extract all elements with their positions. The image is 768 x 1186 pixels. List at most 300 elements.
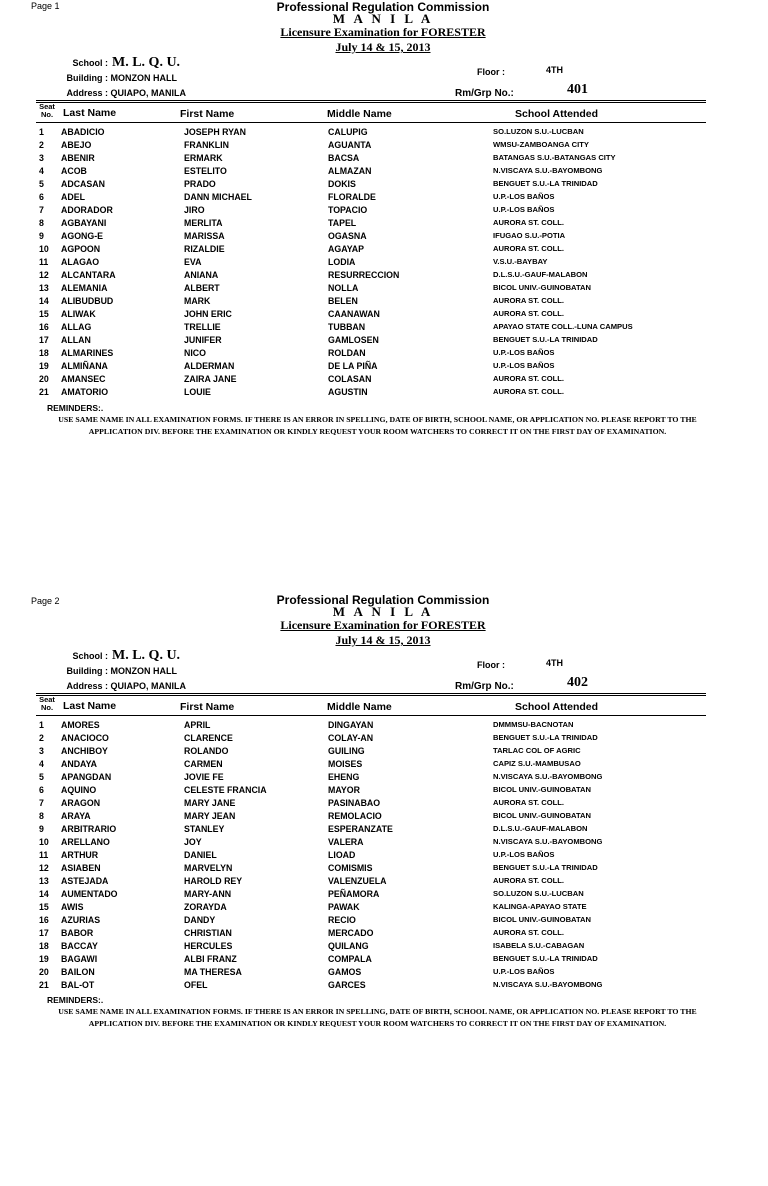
last-name: ADORADOR — [61, 205, 113, 215]
col-seat: Seat No. — [39, 102, 55, 119]
last-name: ASTEJADA — [61, 876, 109, 886]
address-label: Address : — [66, 681, 108, 691]
seat-number: 17 — [39, 335, 49, 345]
school-attended: BENGUET S.U.-LA TRINIDAD — [493, 335, 598, 344]
school-attended: D.L.S.U.-GAUF-MALABON — [493, 270, 588, 279]
last-name: ALMARINES — [61, 348, 114, 358]
floor-label: Floor : — [477, 660, 505, 670]
table-row — [0, 967, 768, 980]
first-name: ALBERT — [184, 283, 220, 293]
middle-name: DINGAYAN — [328, 720, 374, 730]
seat-number: 17 — [39, 928, 49, 938]
middle-name: BELEN — [328, 296, 358, 306]
table-row — [0, 785, 768, 798]
school-attended: U.P.-LOS BAÑOS — [493, 361, 555, 370]
first-name: HERCULES — [184, 941, 233, 951]
school-attended: AURORA ST. COLL. — [493, 798, 565, 807]
first-name: DANDY — [184, 915, 216, 925]
seat-number: 11 — [39, 850, 49, 860]
first-name: MA THERESA — [184, 967, 242, 977]
seat-number: 11 — [39, 257, 49, 267]
table-row — [0, 374, 768, 387]
table-row — [0, 335, 768, 348]
school-line — [36, 648, 180, 664]
city-title: M A N I L A — [332, 11, 434, 26]
first-name: DANIEL — [184, 850, 217, 860]
first-name: CARMEN — [184, 759, 223, 769]
last-name: ANACIOCO — [61, 733, 109, 743]
first-name: LOUIE — [184, 387, 211, 397]
school-attended: TARLAC COL OF AGRIC — [493, 746, 581, 755]
first-name: ALBI FRANZ — [184, 954, 237, 964]
school-attended: AURORA ST. COLL. — [493, 296, 565, 305]
school-attended: BENGUET S.U.-LA TRINIDAD — [493, 733, 598, 742]
table-row — [0, 309, 768, 322]
middle-name: PASINABAO — [328, 798, 381, 808]
table-row — [0, 876, 768, 889]
first-name: MARY JEAN — [184, 811, 236, 821]
table-row — [0, 166, 768, 179]
last-name: ALIBUDBUD — [61, 296, 114, 306]
last-name: ARBITRARIO — [61, 824, 117, 834]
page-number: Page 2 — [31, 596, 60, 606]
building-label: Building : — [66, 73, 108, 83]
middle-name: GAMOS — [328, 967, 362, 977]
first-name: MARY JANE — [184, 798, 236, 808]
last-name: ABENIR — [61, 153, 95, 163]
col-seat: Seat No. — [39, 695, 55, 712]
table-row — [0, 980, 768, 993]
seat-number: 3 — [39, 153, 44, 163]
school-attended: AURORA ST. COLL. — [493, 309, 565, 318]
commission-title: Professional Regulation Commission — [276, 593, 490, 607]
middle-name: MOISES — [328, 759, 363, 769]
last-name: BAGAWI — [61, 954, 98, 964]
seat-number: 1 — [39, 127, 44, 137]
first-name: JUNIFER — [184, 335, 222, 345]
school-attended: U.P.-LOS BAÑOS — [493, 205, 555, 214]
reminder-note — [40, 1006, 715, 1030]
middle-name: GARCES — [328, 980, 366, 990]
school-value: M. L. Q. U. — [112, 648, 181, 663]
table-row — [0, 218, 768, 231]
last-name: BACCAY — [61, 941, 98, 951]
school-attended: IFUGAO S.U.-POTIA — [493, 231, 566, 240]
table-row — [0, 863, 768, 876]
middle-name: MERCADO — [328, 928, 374, 938]
seat-number: 18 — [39, 348, 49, 358]
first-name: ZAIRA JANE — [184, 374, 237, 384]
school-attended: U.P.-LOS BAÑOS — [493, 850, 555, 859]
last-name: ADCASAN — [61, 179, 105, 189]
middle-name: RESURRECCION — [328, 270, 400, 280]
middle-name: AGUSTIN — [328, 387, 368, 397]
city-title: M A N I L A — [332, 604, 434, 619]
building-value: MONZON HALL — [110, 666, 178, 676]
table-row — [0, 296, 768, 309]
seat-number: 13 — [39, 283, 49, 293]
first-name: APRIL — [184, 720, 211, 730]
header-rule-top-2 — [36, 695, 706, 696]
first-name: STANLEY — [184, 824, 225, 834]
seat-number: 4 — [39, 759, 44, 769]
header-rule-top-2 — [36, 102, 706, 103]
last-name: AMATORIO — [61, 387, 109, 397]
first-name: OFEL — [184, 980, 208, 990]
last-name: ALCANTARA — [61, 270, 116, 280]
last-name: ASIABEN — [61, 863, 101, 873]
seat-number: 16 — [39, 322, 49, 332]
middle-name: DE LA PIÑA — [328, 361, 378, 371]
seat-number: 9 — [39, 231, 44, 241]
school-attended: BICOL UNIV.-GUINOBATAN — [493, 811, 592, 820]
middle-name: ESPERANZATE — [328, 824, 393, 834]
middle-name: TOPACIO — [328, 205, 368, 215]
last-name: ALLAN — [61, 335, 91, 345]
school-attended: ISABELA S.U.-CABAGAN — [493, 941, 585, 950]
first-name: ZORAYDA — [184, 902, 227, 912]
middle-name: FLORALDE — [328, 192, 376, 202]
table-row — [0, 322, 768, 335]
table-row — [0, 798, 768, 811]
school-attended: V.S.U.-BAYBAY — [493, 257, 548, 266]
middle-name: ROLDAN — [328, 348, 366, 358]
seat-number: 18 — [39, 941, 49, 951]
address-value: QUIAPO, MANILA — [110, 681, 187, 691]
header-rule-top — [36, 693, 706, 694]
room-label: Rm/Grp No.: — [455, 88, 514, 99]
last-name: ALAGAO — [61, 257, 100, 267]
school-attended: N.VISCAYA S.U.-BAYOMBONG — [493, 980, 603, 989]
seat-number: 7 — [39, 205, 44, 215]
school-attended: BICOL UNIV.-GUINOBATAN — [493, 915, 592, 924]
seat-number: 6 — [39, 192, 44, 202]
first-name: ERMARK — [184, 153, 223, 163]
floor-label: Floor : — [477, 67, 505, 77]
middle-name: MAYOR — [328, 785, 360, 795]
last-name: ABEJO — [61, 140, 92, 150]
school-attended: SO.LUZON S.U.-LUCBAN — [493, 889, 584, 898]
table-row — [0, 811, 768, 824]
table-row — [0, 915, 768, 928]
school-attended: U.P.-LOS BAÑOS — [493, 192, 555, 201]
last-name: APANGDAN — [61, 772, 112, 782]
floor-value: 4TH — [546, 658, 564, 668]
table-row — [0, 850, 768, 863]
first-name: ESTELITO — [184, 166, 227, 176]
middle-name: LIOAD — [328, 850, 356, 860]
middle-name: LODIA — [328, 257, 356, 267]
room-label: Rm/Grp No.: — [455, 681, 514, 692]
seat-number: 1 — [39, 720, 44, 730]
commission-title: Professional Regulation Commission — [276, 0, 490, 14]
room-value: 401 — [567, 82, 588, 97]
reminder-line-1: USE SAME NAME IN ALL EXAMINATION FORMS. IF THERE IS AN ERROR IN SPELLING, DATE OF BIRTH, SCHOOL NAME, OR APPLICATION NO. PLEASE REPORT TO THE — [58, 1007, 697, 1016]
table-row — [0, 941, 768, 954]
col-last-name: Last Name — [63, 107, 117, 119]
first-name: HAROLD REY — [184, 876, 243, 886]
last-name: ANCHIBOY — [61, 746, 108, 756]
last-name: ACOB — [61, 166, 87, 176]
school-attended: AURORA ST. COLL. — [493, 374, 565, 383]
table-row — [0, 140, 768, 153]
table-row — [0, 746, 768, 759]
last-name: AUMENTADO — [61, 889, 118, 899]
seat-number: 19 — [39, 954, 49, 964]
first-name: ROLANDO — [184, 746, 229, 756]
seat-number: 5 — [39, 772, 44, 782]
first-name: PRADO — [184, 179, 216, 189]
table-row — [0, 387, 768, 400]
seat-number: 21 — [39, 980, 49, 990]
table-row — [0, 127, 768, 140]
first-name: MARY-ANN — [184, 889, 232, 899]
school-attended: BATANGAS S.U.-BATANGAS CITY — [493, 153, 616, 162]
table-row — [0, 283, 768, 296]
middle-name: CAANAWAN — [328, 309, 380, 319]
seat-number: 12 — [39, 270, 49, 280]
middle-name: TAPEL — [328, 218, 357, 228]
first-name: JOVIE FE — [184, 772, 224, 782]
table-row — [0, 257, 768, 270]
middle-name: COLAY-AN — [328, 733, 374, 743]
seat-number: 7 — [39, 798, 44, 808]
school-attended: APAYAO STATE COLL.-LUNA CAMPUS — [493, 322, 633, 331]
school-attended: N.VISCAYA S.U.-BAYOMBONG — [493, 837, 603, 846]
col-first-name: First Name — [180, 701, 235, 713]
seat-number: 10 — [39, 244, 49, 254]
table-row — [0, 231, 768, 244]
school-attended: WMSU-ZAMBOANGA CITY — [493, 140, 589, 149]
last-name: ABADICIO — [61, 127, 105, 137]
reminders-label: REMINDERS:. — [47, 995, 104, 1005]
address-line — [36, 681, 186, 691]
col-last-name: Last Name — [63, 700, 117, 712]
last-name: AQUINO — [61, 785, 97, 795]
reminder-line-1: USE SAME NAME IN ALL EXAMINATION FORMS. IF THERE IS AN ERROR IN SPELLING, DATE OF BIRTH, SCHOOL NAME, OR APPLICATION NO. PLEASE REPORT TO THE — [58, 415, 697, 424]
reminders-label: REMINDERS:. — [47, 403, 104, 413]
building-line — [36, 73, 177, 83]
last-name: AMANSEC — [61, 374, 106, 384]
first-name: TRELLIE — [184, 322, 221, 332]
first-name: ANIANA — [184, 270, 219, 280]
middle-name: VALERA — [328, 837, 364, 847]
school-attended: BENGUET S.U.-LA TRINIDAD — [493, 863, 598, 872]
room-value: 402 — [567, 675, 588, 690]
table-row — [0, 348, 768, 361]
middle-name: PEÑAMORA — [328, 889, 380, 899]
last-name: BABOR — [61, 928, 94, 938]
last-name: ARTHUR — [61, 850, 99, 860]
last-name: ALMIÑANA — [61, 361, 108, 371]
first-name: RIZALDIE — [184, 244, 225, 254]
first-name: MARK — [184, 296, 211, 306]
seat-number: 6 — [39, 785, 44, 795]
seat-number: 9 — [39, 824, 44, 834]
school-attended: N.VISCAYA S.U.-BAYOMBONG — [493, 772, 603, 781]
seat-number: 8 — [39, 218, 44, 228]
exam-title: Licensure Examination for FORESTER — [280, 618, 486, 632]
first-name: JOY — [184, 837, 202, 847]
middle-name: COLASAN — [328, 374, 372, 384]
middle-name: AGUANTA — [328, 140, 372, 150]
middle-name: COMPALA — [328, 954, 372, 964]
table-row — [0, 954, 768, 967]
middle-name: AGAYAP — [328, 244, 365, 254]
first-name: NICO — [184, 348, 206, 358]
page-number: Page 1 — [31, 1, 60, 11]
middle-name: RECIO — [328, 915, 356, 925]
header-rule-bottom — [36, 715, 706, 716]
last-name: AWIS — [61, 902, 84, 912]
building-label: Building : — [66, 666, 108, 676]
school-line — [36, 55, 180, 71]
table-row — [0, 153, 768, 166]
exam-dates: July 14 & 15, 2013 — [335, 633, 431, 647]
table-row — [0, 244, 768, 257]
school-label: School : — [72, 58, 108, 68]
table-row — [0, 837, 768, 850]
table-row — [0, 733, 768, 746]
middle-name: EHENG — [328, 772, 360, 782]
table-row — [0, 205, 768, 218]
middle-name: VALENZUELA — [328, 876, 387, 886]
header-rule-top — [36, 100, 706, 101]
first-name: DANN MICHAEL — [184, 192, 252, 202]
last-name: ARAYA — [61, 811, 91, 821]
first-name: MERLITA — [184, 218, 223, 228]
first-name: JOHN ERIC — [184, 309, 232, 319]
school-attended: AURORA ST. COLL. — [493, 928, 565, 937]
header-rule-bottom — [36, 122, 706, 123]
first-name: ALDERMAN — [184, 361, 235, 371]
col-school-attended: School Attended — [515, 108, 599, 120]
middle-name: NOLLA — [328, 283, 359, 293]
seat-number: 4 — [39, 166, 44, 176]
first-name: CHRISTIAN — [184, 928, 232, 938]
school-attended: N.VISCAYA S.U.-BAYOMBONG — [493, 166, 603, 175]
table-row — [0, 772, 768, 785]
table-row — [0, 889, 768, 902]
last-name: ARELLANO — [61, 837, 110, 847]
first-name: JOSEPH RYAN — [184, 127, 246, 137]
middle-name: BACSA — [328, 153, 360, 163]
last-name: ALIWAK — [61, 309, 96, 319]
col-school-attended: School Attended — [515, 701, 599, 713]
building-line — [36, 666, 177, 676]
col-middle-name: Middle Name — [327, 108, 392, 120]
school-attended: SO.LUZON S.U.-LUCBAN — [493, 127, 584, 136]
last-name: AGONG-E — [61, 231, 104, 241]
seat-number: 15 — [39, 309, 49, 319]
seat-number: 3 — [39, 746, 44, 756]
school-attended: BENGUET S.U.-LA TRINIDAD — [493, 954, 598, 963]
first-name: CELESTE FRANCIA — [184, 785, 267, 795]
last-name: ALLAG — [61, 322, 92, 332]
table-row — [0, 759, 768, 772]
seat-number: 14 — [39, 296, 49, 306]
school-label: School : — [72, 651, 108, 661]
school-attended: AURORA ST. COLL. — [493, 387, 565, 396]
middle-name: ALMAZAN — [328, 166, 372, 176]
middle-name: DOKIS — [328, 179, 356, 189]
middle-name: GAMLOSEN — [328, 335, 379, 345]
school-attended: U.P.-LOS BAÑOS — [493, 348, 555, 357]
school-attended: BICOL UNIV.-GUINOBATAN — [493, 283, 592, 292]
reminder-line-2: APPLICATION DIV. BEFORE THE EXAMINATION OR KINDLY REQUEST YOUR ROOM WATCHERS TO CORRECT IT ON THE FIRST DAY OF EXAMINATION. — [88, 427, 667, 436]
middle-name: TUBBAN — [328, 322, 366, 332]
seat-number: 20 — [39, 967, 49, 977]
first-name: EVA — [184, 257, 202, 267]
table-row — [0, 179, 768, 192]
school-attended: D.L.S.U.-GAUF-MALABON — [493, 824, 588, 833]
middle-name: OGASNA — [328, 231, 367, 241]
address-value: QUIAPO, MANILA — [110, 88, 187, 98]
school-attended: U.P.-LOS BAÑOS — [493, 967, 555, 976]
building-value: MONZON HALL — [110, 73, 178, 83]
school-attended: BICOL UNIV.-GUINOBATAN — [493, 785, 592, 794]
school-attended: KALINGA-APAYAO STATE — [493, 902, 587, 911]
seat-number: 15 — [39, 902, 49, 912]
exam-dates: July 14 & 15, 2013 — [335, 40, 431, 54]
seat-number: 5 — [39, 179, 44, 189]
table-row — [0, 824, 768, 837]
school-attended: BENGUET S.U.-LA TRINIDAD — [493, 179, 598, 188]
seat-number: 10 — [39, 837, 49, 847]
first-name: JIRO — [184, 205, 205, 215]
col-middle-name: Middle Name — [327, 701, 392, 713]
seat-number: 2 — [39, 733, 44, 743]
seat-number: 16 — [39, 915, 49, 925]
middle-name: PAWAK — [328, 902, 360, 912]
floor-value: 4TH — [546, 65, 564, 75]
seat-number: 21 — [39, 387, 49, 397]
last-name: AGPOON — [61, 244, 101, 254]
school-attended: AURORA ST. COLL. — [493, 244, 565, 253]
reminder-line-2: APPLICATION DIV. BEFORE THE EXAMINATION OR KINDLY REQUEST YOUR ROOM WATCHERS TO CORRECT IT ON THE FIRST DAY OF EXAMINATION. — [88, 1019, 667, 1028]
table-row — [0, 361, 768, 374]
exam-title: Licensure Examination for FORESTER — [280, 25, 486, 39]
seat-number: 12 — [39, 863, 49, 873]
last-name: ANDAYA — [61, 759, 98, 769]
seat-number: 13 — [39, 876, 49, 886]
table-row — [0, 720, 768, 733]
middle-name: GUILING — [328, 746, 365, 756]
first-name: FRANKLIN — [184, 140, 229, 150]
last-name: ADEL — [61, 192, 85, 202]
reminder-note — [40, 414, 715, 438]
roster-page-2 — [0, 593, 768, 1186]
table-row — [0, 928, 768, 941]
last-name: AGBAYANI — [61, 218, 107, 228]
school-attended: AURORA ST. COLL. — [493, 876, 565, 885]
middle-name: REMOLACIO — [328, 811, 382, 821]
first-name: CLARENCE — [184, 733, 233, 743]
school-attended: AURORA ST. COLL. — [493, 218, 565, 227]
seat-number: 19 — [39, 361, 49, 371]
table-row — [0, 192, 768, 205]
school-value: M. L. Q. U. — [112, 55, 181, 70]
first-name: MARVELYN — [184, 863, 233, 873]
last-name: AMORES — [61, 720, 100, 730]
seat-number: 14 — [39, 889, 49, 899]
middle-name: QUILANG — [328, 941, 369, 951]
last-name: BAL-OT — [61, 980, 95, 990]
seat-number: 8 — [39, 811, 44, 821]
last-name: BAILON — [61, 967, 95, 977]
address-label: Address : — [66, 88, 108, 98]
table-row — [0, 902, 768, 915]
